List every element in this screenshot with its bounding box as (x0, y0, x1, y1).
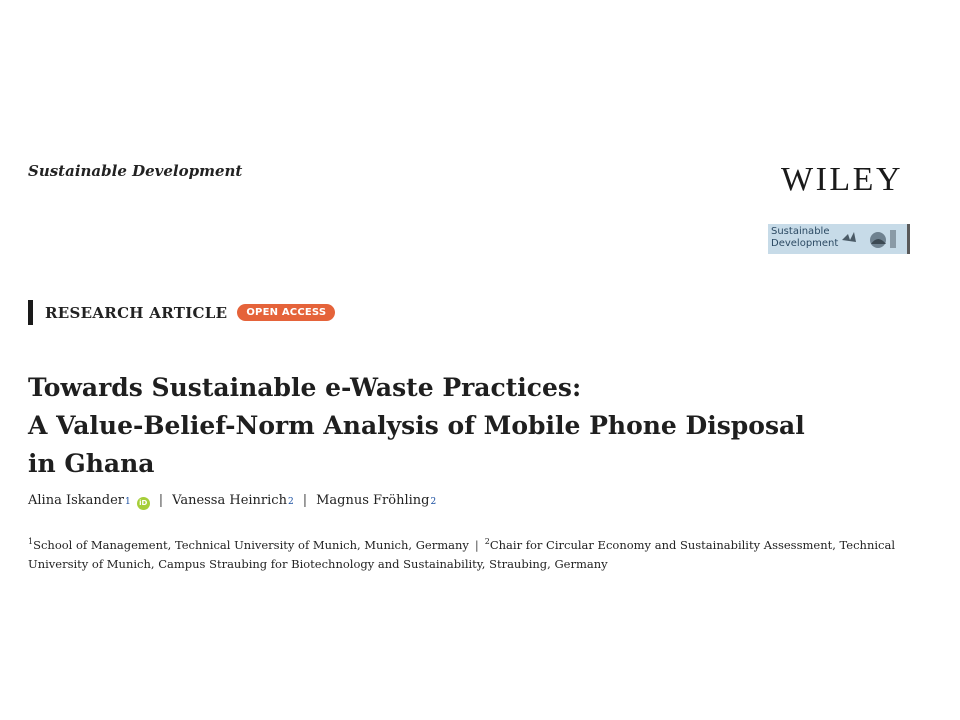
affiliation-marker: 2 (287, 497, 294, 507)
author-name[interactable]: Vanessa Heinrich (172, 493, 287, 508)
cover-illustration-icon (838, 226, 900, 252)
affiliation-text: School of Management, Technical University of Munich, Munich, Germany (33, 537, 469, 552)
orcid-icon[interactable]: iD (137, 497, 150, 510)
title-line-2: A Value-Belief-Norm Analysis of Mobile Phone Disposal (28, 411, 805, 440)
author-name[interactable]: Magnus Fröhling (316, 493, 430, 508)
author-separator: | (302, 493, 308, 508)
cover-title-line-2: Development (771, 238, 839, 249)
author-name[interactable]: Alina Iskander (28, 493, 124, 508)
article-type-label: RESEARCH ARTICLE (45, 303, 228, 322)
article-type-bar (28, 300, 33, 325)
affiliation-separator: | (474, 537, 479, 552)
affiliation-marker: 1 (125, 497, 131, 507)
article-type-row (28, 300, 335, 325)
journal-cover-thumbnail (768, 224, 910, 254)
open-access-badge: OPEN ACCESS (237, 304, 335, 321)
affiliations (28, 532, 908, 574)
affiliation-number: 2 (484, 537, 490, 546)
article-title (28, 369, 908, 483)
author-list (28, 493, 436, 509)
title-line-3: in Ghana (28, 449, 155, 478)
cover-title-line-1: Sustainable (771, 226, 830, 237)
journal-name: Sustainable Development (28, 162, 243, 180)
affiliation-marker: 2 (430, 497, 437, 507)
affiliation-number: 1 (28, 537, 34, 546)
title-line-1: Towards Sustainable e-Waste Practices: (28, 373, 582, 402)
wiley-logo: WILEY (781, 161, 904, 198)
affiliation-text: Chair for Circular Economy and Sustainability Assessment, Technical University of Munich, Campus Straubing for Biotechnology and Sustainability, Straubing, Germany (28, 537, 896, 571)
author-separator: | (158, 493, 164, 508)
